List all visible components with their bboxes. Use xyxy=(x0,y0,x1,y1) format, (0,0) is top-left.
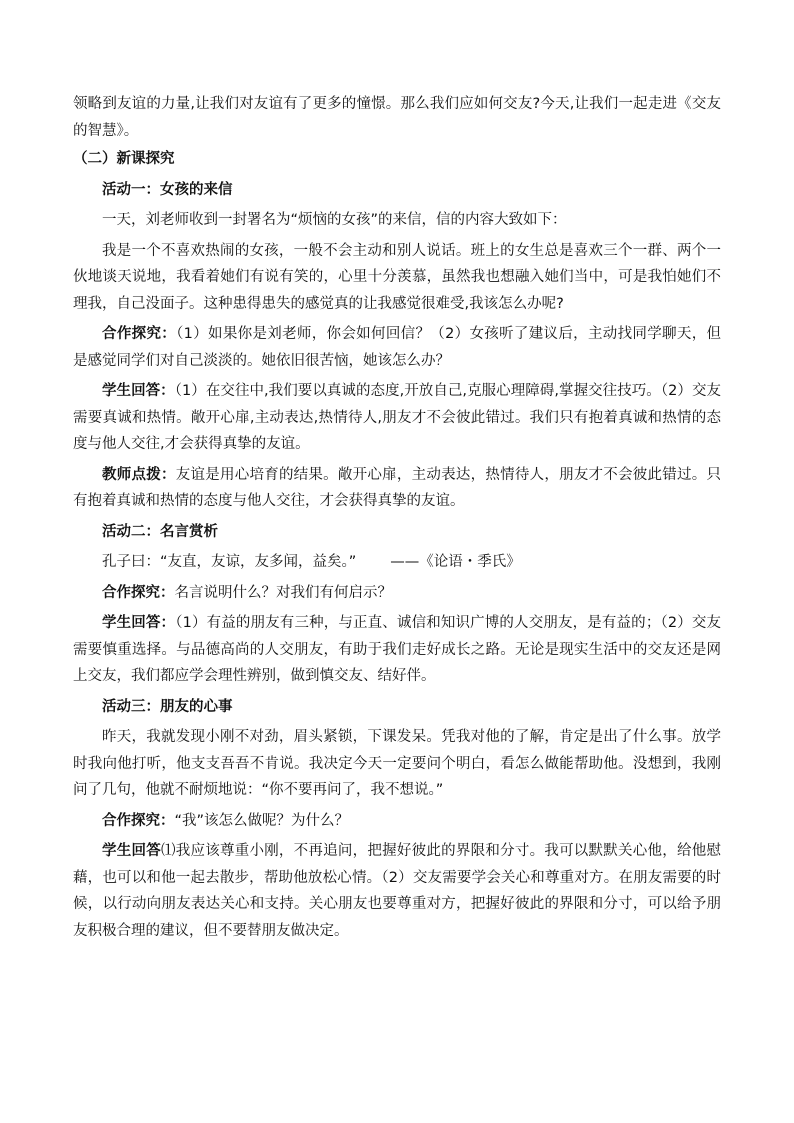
document-page xyxy=(73,91,721,944)
teacher-label: 教师点拨： xyxy=(102,466,176,483)
activity1-answer xyxy=(73,378,721,458)
answer-text: ⑴我应该尊重小刚，不再追问，把握好彼此的界限和分寸。我可以默默关心他，给他慰藉，也可以和他一起去散步，帮助他放松心情。（2）交友需要学会关心和尊重对方。在朋友需要的时候，以行动向朋友表达关心和支持。关心朋友也要尊重对方，把握好彼此的界限和分寸，可以给予朋友积极合理的建议，但不要替朋友做决定。 xyxy=(73,843,722,939)
activity3-question xyxy=(73,808,721,835)
section-title: （二）新课探究 xyxy=(73,151,175,167)
activity2-answer xyxy=(73,610,721,690)
activity2-title: 活动二：名言赏析 xyxy=(102,523,218,540)
activity3-story: 昨天，我就发现小刚不对劲，眉头紧锁，下课发呆。凭我对他的了解，肯定是出了什么事。放学时我向他打听，他支支吾吾不肯说。我决定今天一定要问个明白，看怎么做能帮助他。没想到，我刚问了几句，他就不耐烦地说：“你不要再问了，我不想说。” xyxy=(73,729,721,798)
activity3-answer xyxy=(73,838,721,944)
activity2-quote xyxy=(73,549,721,576)
question-text: “我”该怎么做呢？为什么？ xyxy=(174,812,350,829)
activity2-question xyxy=(73,580,721,607)
quote-text: 孔子曰：“友直，友谅，友多闻，益矣。” xyxy=(102,554,357,570)
activity1-letter: 我是一个不喜欢热闹的女孩，一般不会主动和别人说话。班上的女生总是喜欢三个一群、两个一伙地谈天说地，我看着她们有说有笑的，心里十分羡慕，虽然我也想融入她们当中，可是我怕她们不理我，自己没面子。这种患得患失的感觉真的让我感觉很难受,我该怎么办呢? xyxy=(73,242,721,312)
question-label: 合作探究： xyxy=(102,584,175,601)
activity1-lead: 一天，刘老师收到一封署名为“烦恼的女孩”的来信，信的内容大致如下： xyxy=(102,212,567,228)
answer-text: （1）在交往中,我们要以真诚的态度,开放自己,克服心理障碍,掌握交往技巧。（2）交友需要真诚和热情。敞开心扉,主动表达,热情待人,朋友才不会彼此错过。我们只有抱着真诚和热情的态度与他人交往,才会获得真挚的友谊。 xyxy=(73,383,721,452)
activity1-title: 活动一：女孩的来信 xyxy=(102,181,233,198)
answer-label: 学生回答： xyxy=(102,383,175,399)
intro-paragraph: 领略到友谊的力量,让我们对友谊有了更多的憧憬。那么我们应如何交友?今天,让我们一起走进《交友的智慧》。 xyxy=(73,96,721,139)
activity3-title: 活动三：朋友的心事 xyxy=(102,698,233,715)
question-text: （1）如果你是刘老师，你会如何回信？（2）女孩听了建议后，主动找同学聊天，但是感觉同学们对自己淡淡的。她依旧很苦恼，她该怎么办？ xyxy=(73,326,722,369)
activity1-teacher-note xyxy=(73,462,721,515)
quote-source: ——《论语・季氏》 xyxy=(390,554,521,570)
answer-label: 学生回答 xyxy=(102,843,161,859)
answer-text: （1）有益的朋友有三种，与正直、诚信和知识广博的人交朋友，是有益的；（2）交友需要慎重选择。与品德高尚的人交朋友，有助于我们走好成长之路。无论是现实生活中的交友还是网上交友，我们都应学会理性辨别，做到慎交友、结好伴。 xyxy=(73,615,721,684)
teacher-text: 友谊是用心培育的结果。敞开心扉，主动表达，热情待人，朋友才不会彼此错过。只有抱着真诚和热情的态度与他人交往，才会获得真挚的友谊。 xyxy=(73,466,722,509)
question-label: 合作探究： xyxy=(102,812,175,829)
activity1-question xyxy=(73,321,721,374)
question-text: 名言说明什么？对我们有何启示？ xyxy=(174,584,392,601)
answer-label: 学生回答： xyxy=(102,615,176,631)
question-label: 合作探究： xyxy=(102,326,177,342)
